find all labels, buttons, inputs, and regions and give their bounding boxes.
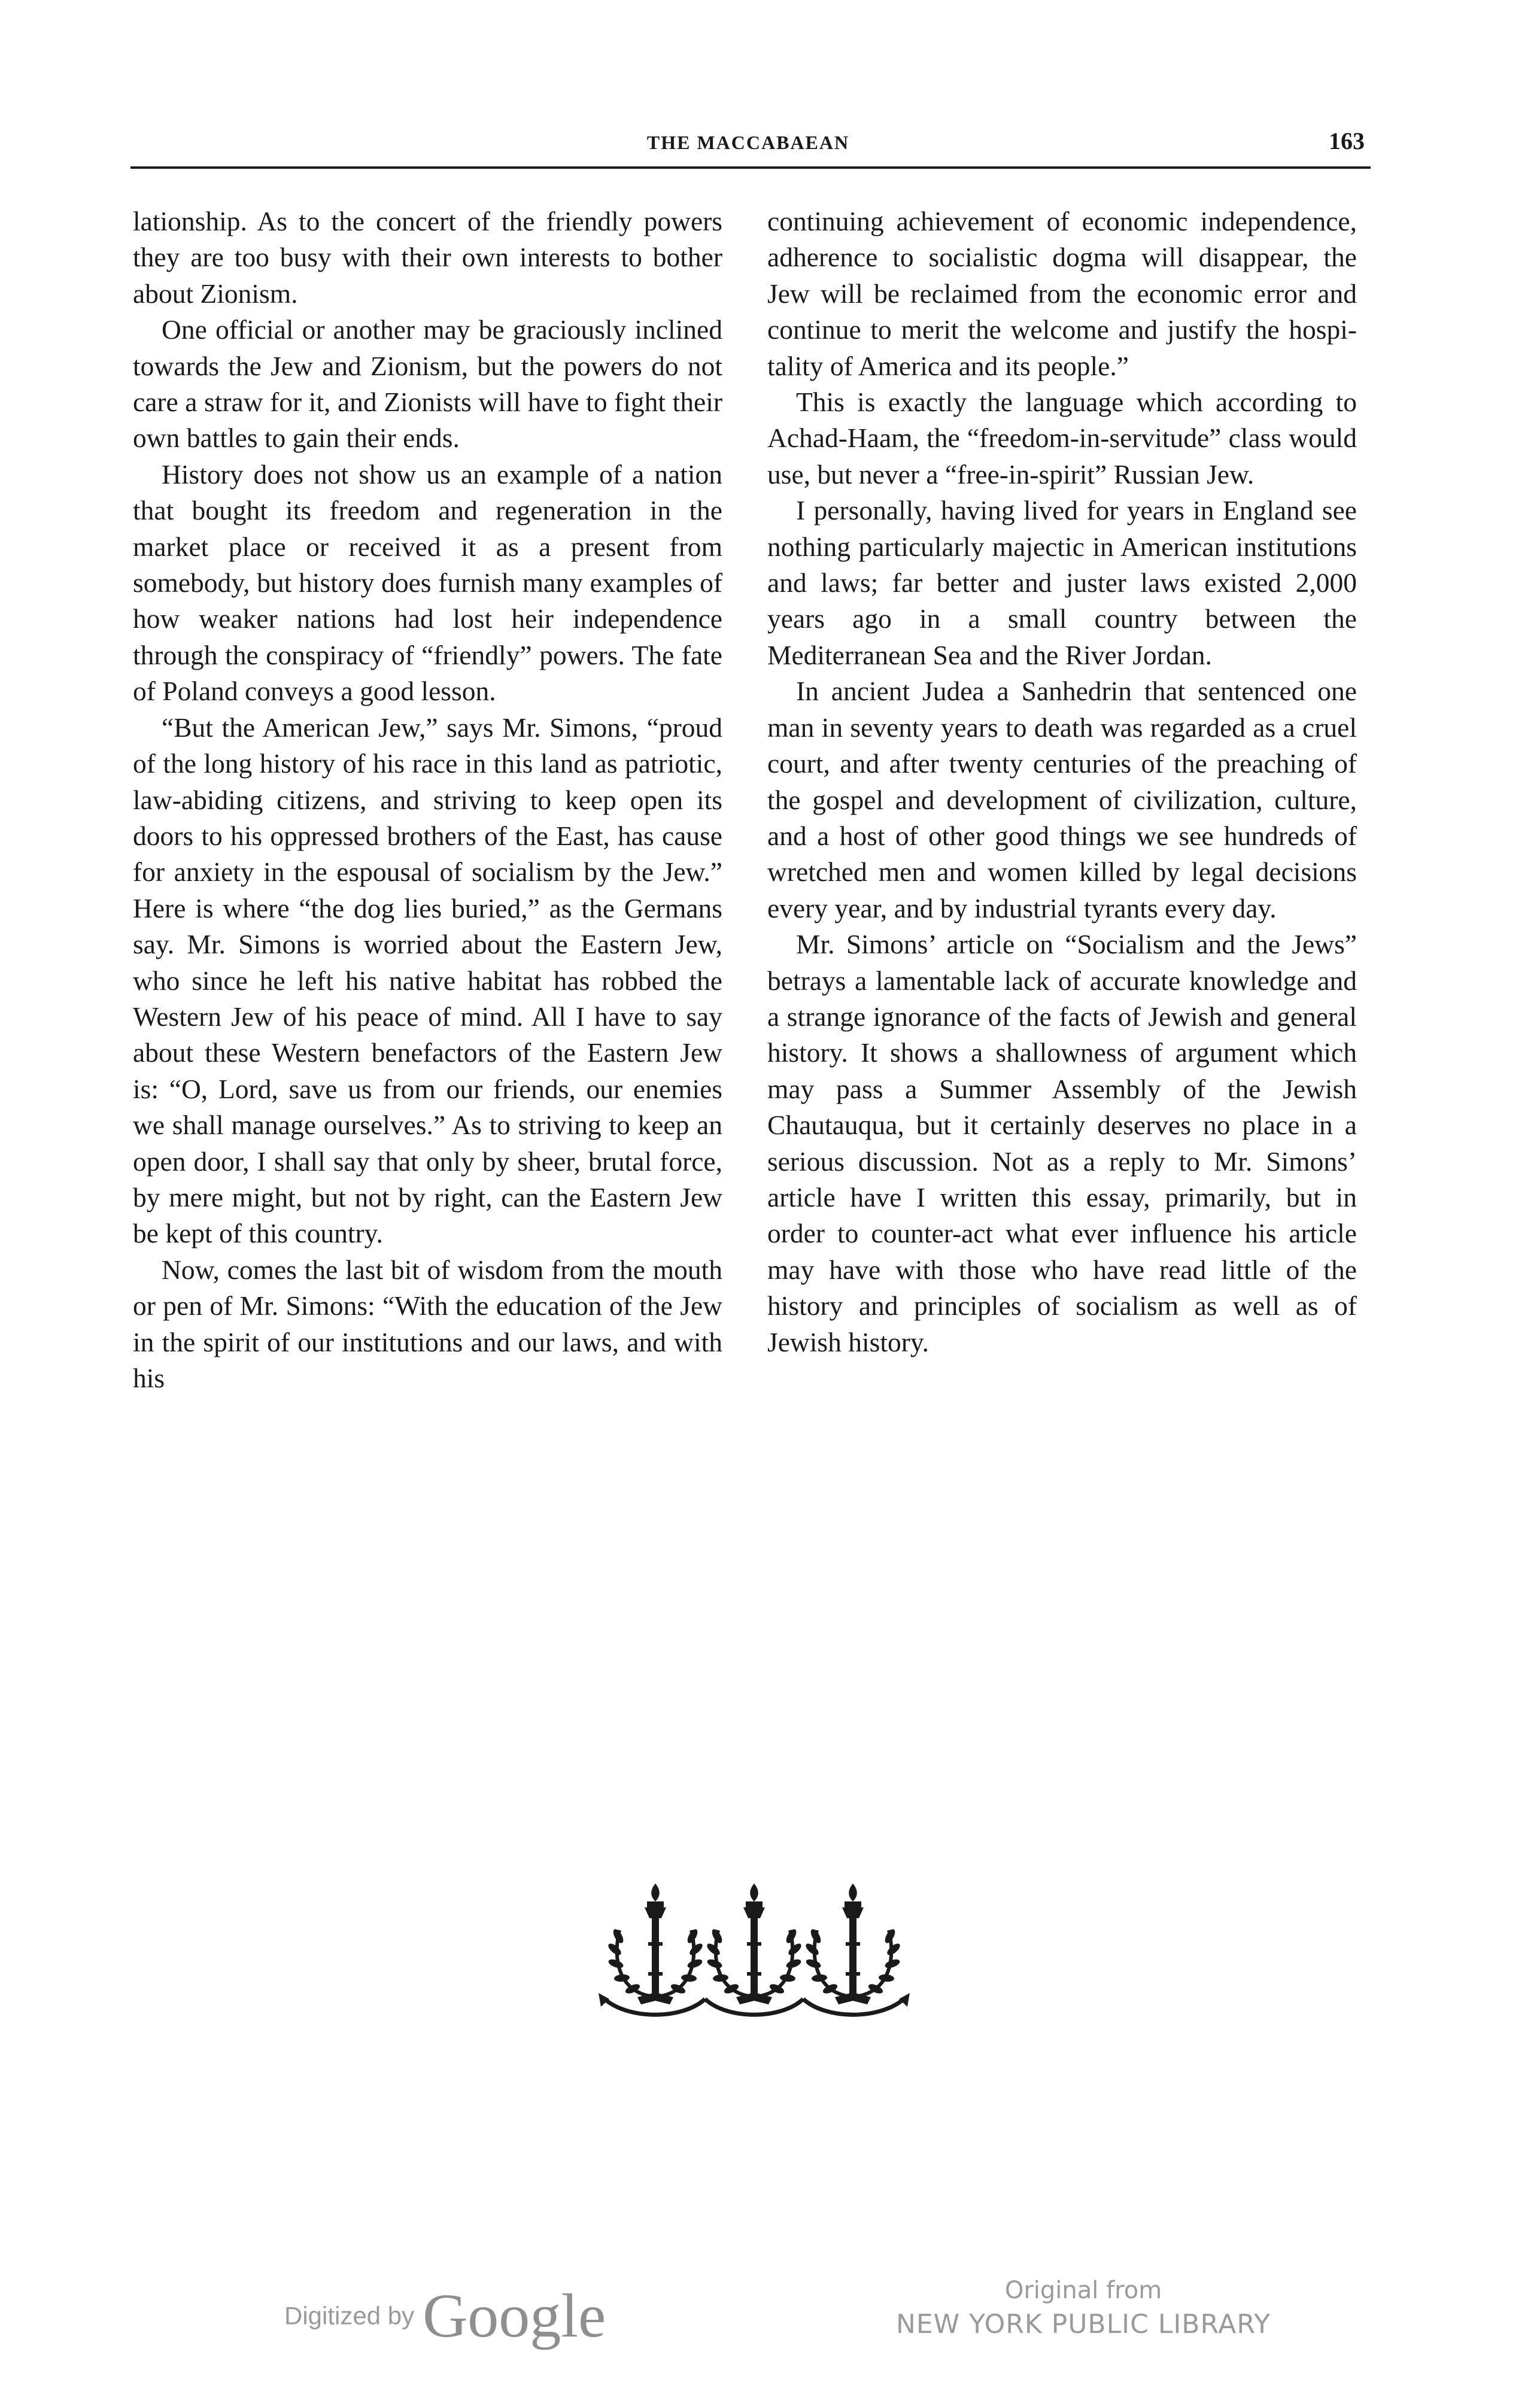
running-title: THE MACCABAEAN — [646, 132, 850, 153]
right-paragraph-2: This is exactly the language which according to Achad-Haam, the “freedom-in-servitude” class would use, but never a “free-in-spirit” Russian Jew. — [767, 387, 1357, 490]
left-paragraph-3: History does not show us an example of a nation that bought its freedom and regeneration in the market place or received it as a present from somebody, but history does furnish many examples of how weaker nations had lost heir independence through the conspiracy of “friendly” powers. The fate of Poland conveys a good lesson. — [133, 458, 722, 707]
original-from-label: Original from — [1004, 2277, 1162, 2304]
digitized-by-label: Digitized by — [284, 2301, 415, 2330]
google-logo: Google — [423, 2281, 606, 2350]
right-column — [767, 203, 1357, 1360]
digitized-by-notice — [284, 2280, 606, 2350]
left-column — [133, 203, 722, 1396]
left-paragraph-1: lationship. As to the concert of the friendly powers they are too busy with their own interests to bother about Zionism. — [133, 206, 722, 309]
left-paragraph-4: “But the American Jew,” says Mr. Simons, “proud of the long history of his race in this land as patriotic, law-abiding citizens, and striving to keep open its doors to his oppressed brothers of the East, has cause for anxiety in the espousal of socialism by the Jew.” Here is where “the dog lies buried,” as the Germans say. Mr. Simons is worried about the Eastern Jew, who since he left his native habitat has robbed the Western Jew of his peace of mind. All I have to say about these Western benefactors of the Eastern Jew is: “O, Lord, save us from our friends, our enemies we shall manage ourselves.” As to striving to keep an open door, I shall say that only by sheer, brutal force, by mere might, but not by right, can the Eastern Jew be kept of this country. — [133, 712, 722, 1249]
three-torches-wreath-ornament-icon — [599, 1870, 910, 2026]
header-rule — [130, 166, 1371, 169]
right-paragraph-3: I personally, having lived for years in England see nothing particularly majectic in American institutions and laws; far better and juster laws existed 2,000 years ago in a small country between the Mediterranean Sea and the River Jordan. — [767, 495, 1357, 670]
original-source-notice — [880, 2274, 1287, 2343]
page-number: 163 — [1329, 127, 1365, 154]
library-name: NEW YORK PUBLIC LIBRARY — [895, 2309, 1271, 2340]
right-paragraph-5: Mr. Simons’ article on “Socialism and the Jews” betrays a lamentable lack of accurate knowledge and a strange ignorance of the facts of Jewish and general history. It shows a shallowness of argument which may pass a Summer Assembly of the Jewish Chautauqua, but it certainly deserves no place in a serious discussion. Not as a reply to Mr. Simons’ article have I written this essay, primarily, but in order to counter-act what ever influence his article may have with those who have read little of the history and principles of socialism as well as of Jewish history. — [767, 929, 1357, 1357]
left-paragraph-2: One official or another may be graciously inclined towards the Jew and Zionism, but the powers do not care a straw for it, and Zionists will have to fight their own battles to gain their ends. — [133, 314, 722, 454]
right-paragraph-1: continuing achievement of economic independence, adherence to socialistic dogma will disappear, the Jew will be reclaimed from the economic error and continue to merit the welcome and justify the hospitality of America and its people.” — [767, 206, 1357, 381]
right-paragraph-4: In ancient Judea a Sanhedrin that sentenced one man in seventy years to death was regarded as a cruel court, and after twenty centuries of the preaching of the gospel and development of civilization, culture, and a host of other good things we see hundreds of wretched men and women killed by legal decisions every year, and by industrial tyrants every day. — [767, 676, 1357, 923]
left-paragraph-5: Now, comes the last bit of wisdom from the mouth or pen of Mr. Simons: “With the education of the Jew in the spirit of our institutions and our laws, and with his — [133, 1254, 722, 1393]
